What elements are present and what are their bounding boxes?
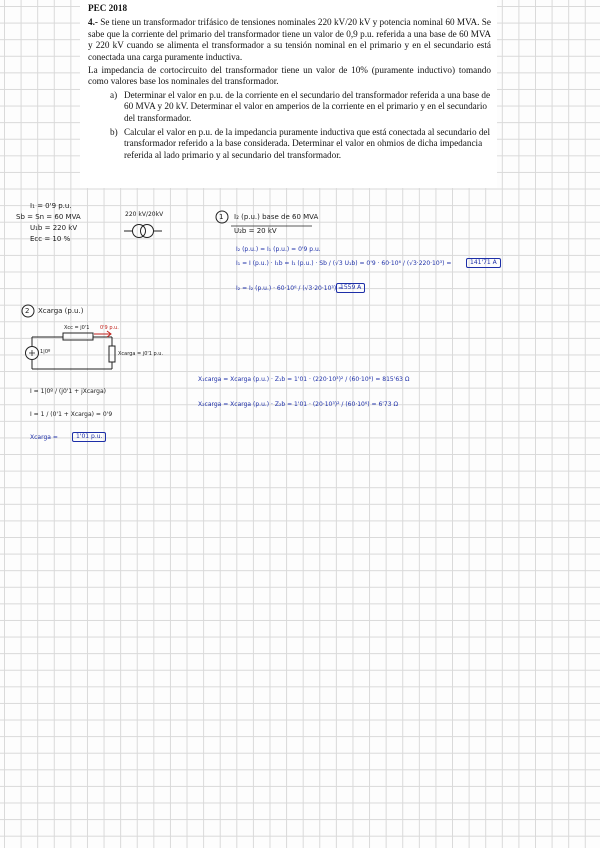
given-voltage: U₁b = 220 kV xyxy=(30,224,78,232)
part-1-base-voltage: U₂b = 20 kV xyxy=(234,227,277,235)
part-2-eq3-label: Xcarga = xyxy=(30,434,58,441)
part-2-eq2: I = 1 / (0'1 + Xcarga) = 0'9 xyxy=(30,411,113,418)
given-current: I₁ = 0'9 p.u. xyxy=(30,202,72,210)
transformer-symbol xyxy=(124,225,162,238)
circuit-xcc-label: Xcc = j0'1 xyxy=(64,325,90,331)
part-2-title: Xcarga (p.u.) xyxy=(38,307,84,315)
part-1-secondary-current-result: 1559 A xyxy=(336,283,365,293)
question-marker: b) xyxy=(110,127,118,138)
given-ecc: Ecc = 10 % xyxy=(30,235,71,243)
question-text: Calcular el valor en p.u. de la impedancia puramente inductiva que está conectada al secundario del transformador referido a la base considerada. Determinar el valor en ohmios de dicha impedancia referida al lado primario y al secundario del transformador. xyxy=(124,127,491,160)
part-1-eq1: I₂ (p.u.) = I₁ (p.u.) = 0'9 p.u. xyxy=(236,246,321,253)
part-1-eq2: I₁ = I (p.u.) · I₁b = I₁ (p.u.) · Sb / (√3 U₁b) = 0'9 · 60·10⁶ / (√3·220·10³) = xyxy=(236,260,452,267)
exam-header: PEC 2018 xyxy=(88,3,128,13)
part-1-primary-current-result: 141'71 A xyxy=(466,258,501,268)
problem-paragraph-2: La impedancia de cortocircuito del transformador tiene un valor de 10% (puramente inductivo) tomando como valores base los nominales del transformador. xyxy=(88,65,491,87)
part-2-eq4: X₁carga = Xcarga (p.u.) · Z₁b = 1'01 · (220·10³)² / (60·10⁶) = 815'63 Ω xyxy=(198,376,410,383)
question-text: Determinar el valor en p.u. de la corriente en el secundario del transformador referida a una base de 60 MVA y 20 kV. Determinar el valor en amperios de la corriente en el primario y en el secundario del transformador. xyxy=(124,89,491,123)
part-1-number: 1 xyxy=(219,213,224,221)
circuit-source-label: 1|0º xyxy=(40,349,51,355)
circuit-current-label: 0'9 p.u. xyxy=(100,325,119,331)
part-2-number: 2 xyxy=(25,307,30,315)
problem-number: 4.- xyxy=(88,17,98,28)
equivalent-circuit xyxy=(26,333,116,369)
part-1-title: I₂ (p.u.) base de 60 MVA xyxy=(234,213,319,221)
part-2-eq1: I = 1|0º / (j0'1 + jXcarga) xyxy=(30,388,107,395)
part-1-eq3: I₂ = I₂ (p.u.) · 60·10⁶ / (√3·20·10³) = xyxy=(236,285,344,292)
part-2-xcarga-result: 1'01 p.u. xyxy=(72,432,106,442)
question-marker: a) xyxy=(110,89,118,100)
given-power: Sb = Sn = 60 MVA xyxy=(16,213,81,221)
transformer-rating-label: 220 kV/20kV xyxy=(125,211,164,218)
part-2-eq5: X₂carga = Xcarga (p.u.) · Z₂b = 1'01 · (20·10³)² / (60·10⁶) = 6'73 Ω xyxy=(198,401,399,408)
circuit-load-label: Xcarga = j0'1 p.u. xyxy=(118,351,164,357)
problem-text-1: Se tiene un transformador trifásico de tensiones nominales 220 kV/20 kV y potencia nominal 60 MVA. Se sabe que la corriente del primario del transformador tiene un valor de 0,9 p.u. referida a una base de 60 MVA y 220 kV cuando se alimenta el transformador a su tensión nominal en el primario y en el secundario está conectada una carga puramente inductiva. xyxy=(88,17,491,62)
